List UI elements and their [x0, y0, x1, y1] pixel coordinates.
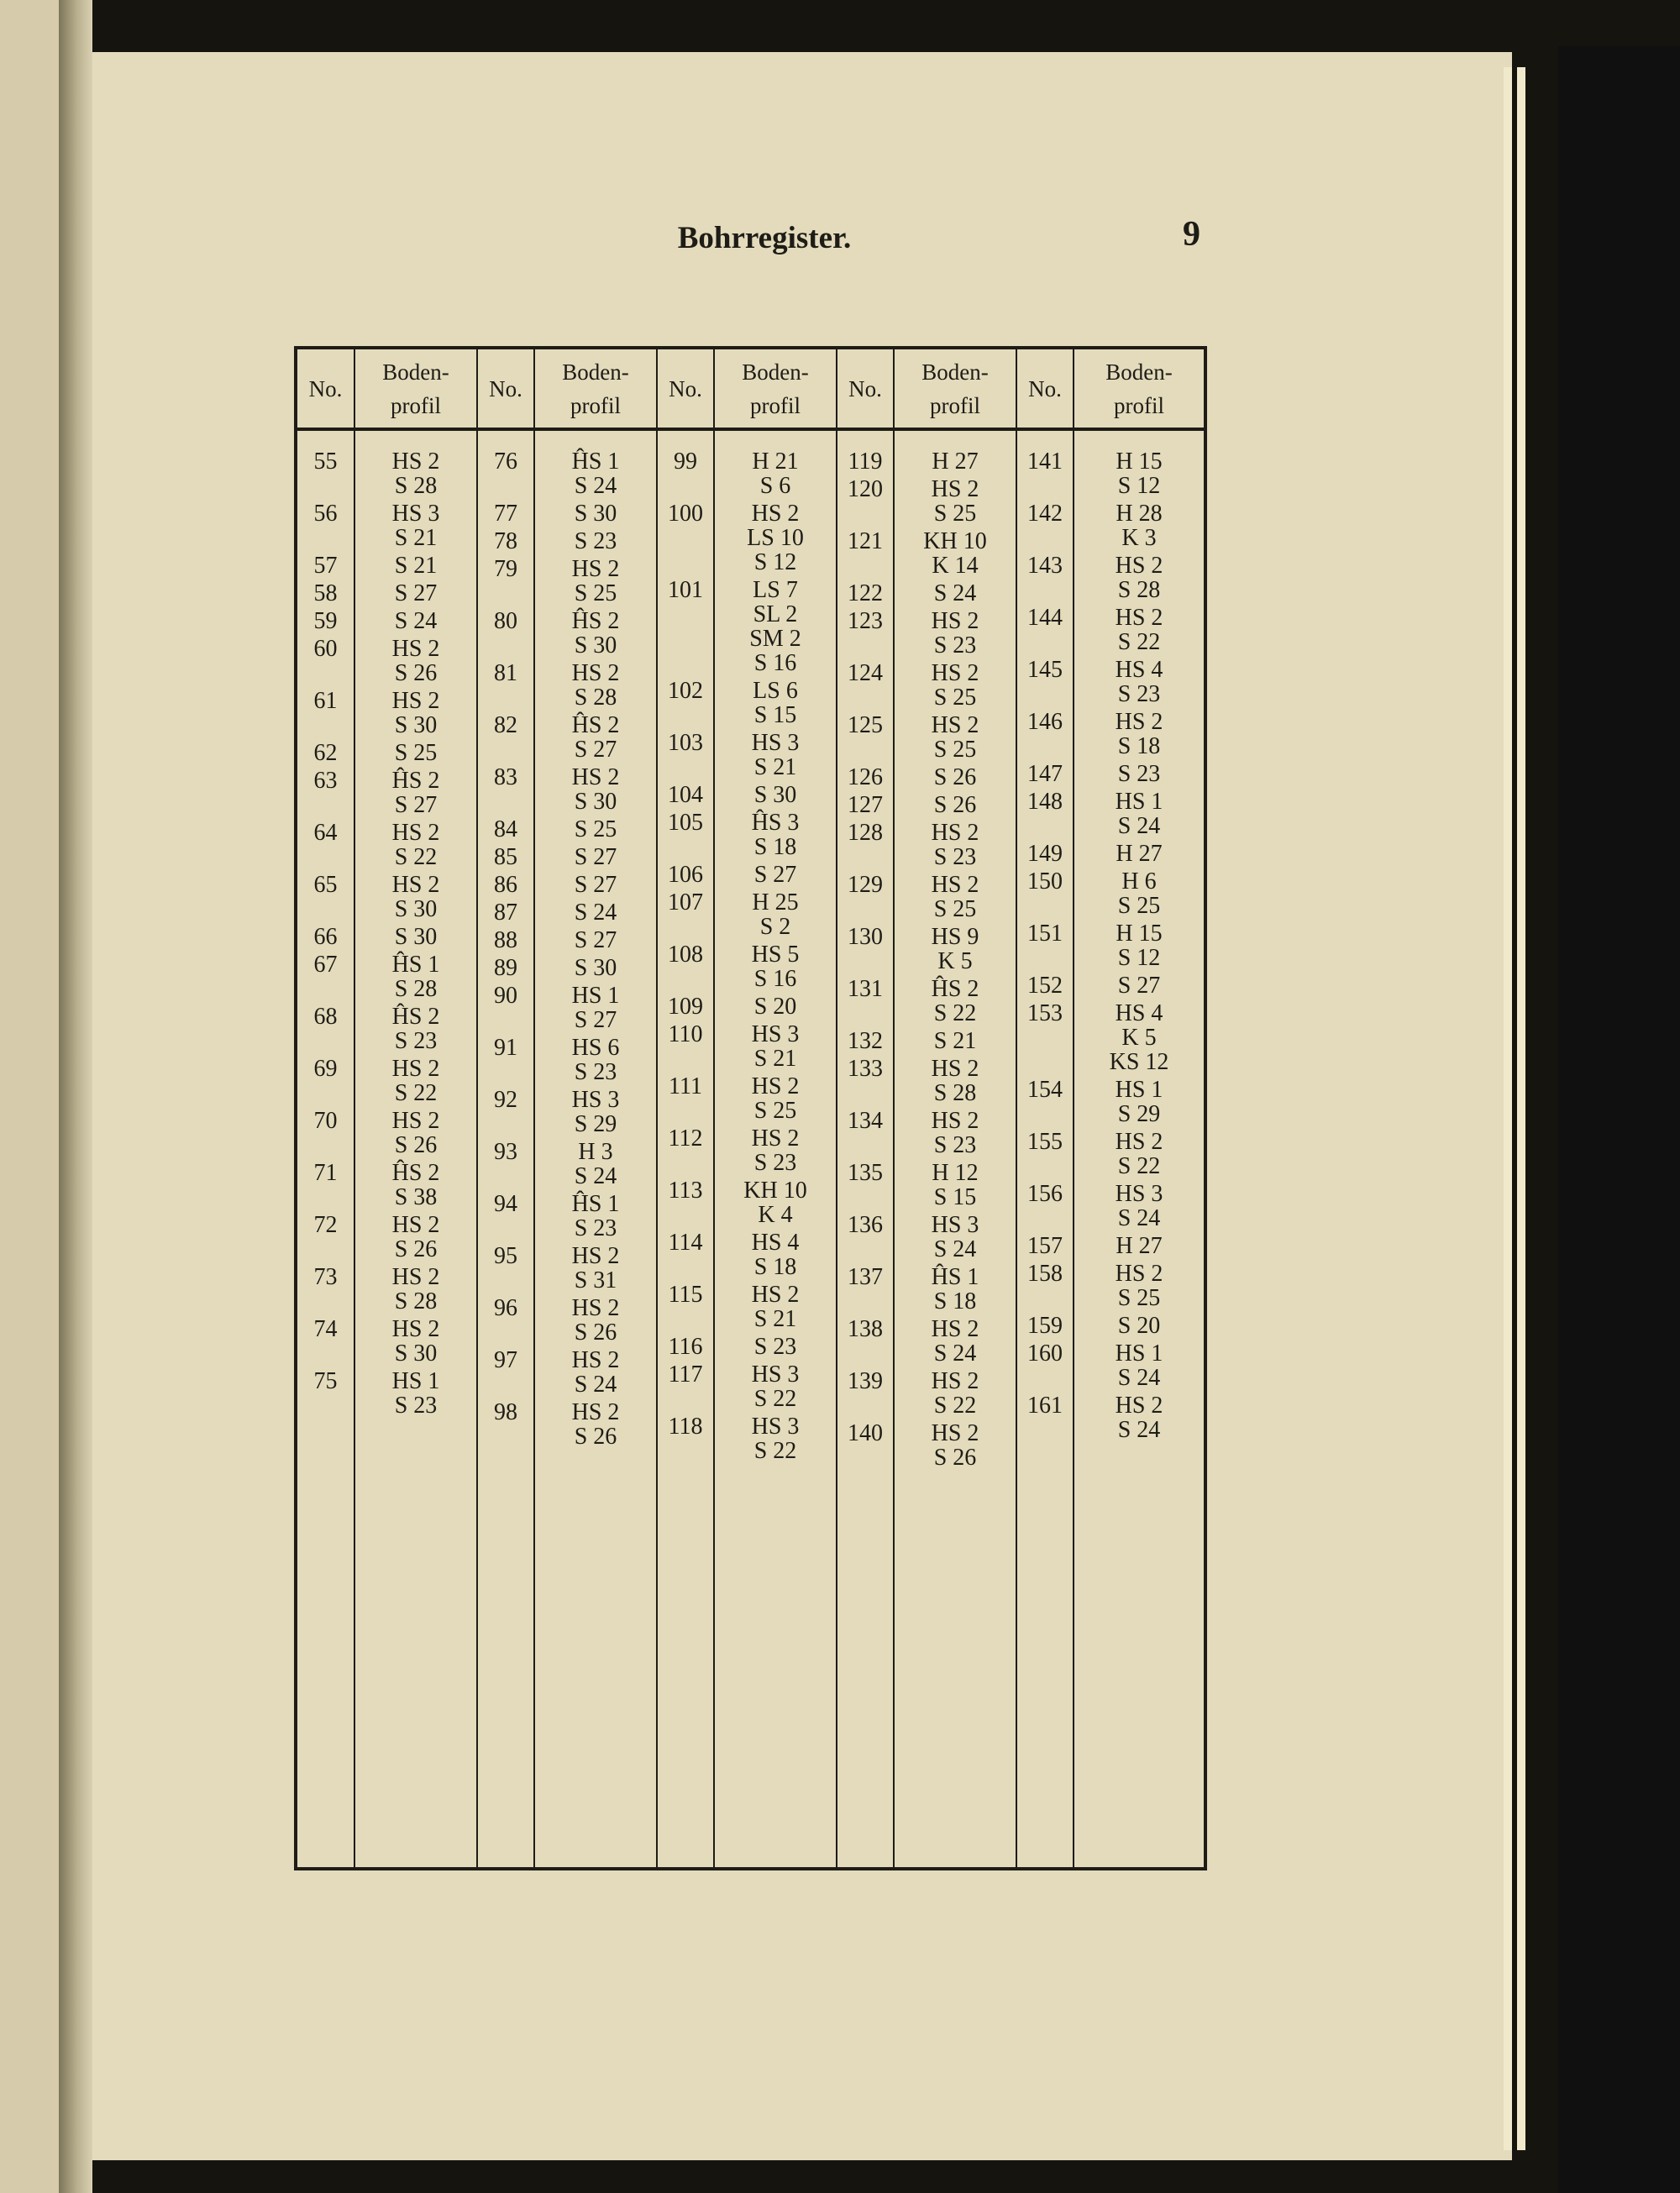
- header-profil: Boden- profil: [354, 348, 477, 429]
- soil-profile: HS 4 S 23: [1115, 657, 1163, 707]
- soil-profile: S 30: [753, 782, 797, 808]
- bore-number: 121: [848, 528, 883, 554]
- header-profil: Boden- profil: [1074, 348, 1205, 429]
- soil-profile: HS 1 S 24: [1115, 789, 1163, 839]
- soil-profile: HS 1 S 29: [1115, 1077, 1163, 1127]
- soil-profile: ĤS 1 S 28: [391, 952, 440, 1002]
- soil-profile: HS 2 S 25: [931, 476, 979, 527]
- soil-profile: HS 2 S 26: [391, 636, 440, 686]
- soil-profile: KH 10 K 14: [923, 528, 987, 579]
- soil-profile: S 24: [394, 608, 438, 634]
- soil-profile: HS 2 S 25: [931, 712, 979, 763]
- soil-profile: H 27: [1116, 841, 1163, 867]
- soil-profile: S 30: [394, 924, 438, 950]
- bore-number: 148: [1027, 789, 1063, 815]
- bore-number: 109: [668, 994, 703, 1020]
- soil-profile: H 25 S 2: [752, 889, 799, 940]
- bore-number: 157: [1027, 1233, 1063, 1259]
- soil-profile: S 24: [933, 580, 977, 606]
- soil-profile: ĤS 2 S 22: [931, 976, 979, 1026]
- soil-profile: S 27: [574, 844, 617, 870]
- soil-profile: ĤS 2 S 23: [391, 1004, 440, 1054]
- bore-number: 129: [848, 872, 883, 898]
- bore-number: 124: [848, 660, 883, 686]
- soil-profile: HS 2 S 26: [571, 1399, 620, 1450]
- bore-number: 105: [668, 810, 703, 836]
- soil-profile: HS 2 S 22: [931, 1368, 979, 1419]
- bore-number: 115: [668, 1282, 703, 1308]
- bore-number: 118: [668, 1414, 703, 1440]
- soil-profile: HS 3 S 21: [751, 730, 800, 780]
- page-number: 9: [1183, 215, 1200, 254]
- bore-number: 67: [313, 952, 338, 978]
- bore-number: 86: [494, 872, 517, 898]
- soil-profile: HS 3 S 21: [751, 1021, 800, 1072]
- bore-number: 113: [668, 1178, 703, 1204]
- soil-profile: HS 2 S 23: [931, 820, 979, 870]
- soil-profile: HS 2 S 30: [571, 764, 620, 815]
- soil-profile: HS 3 S 24: [1115, 1181, 1163, 1231]
- header-no: No.: [477, 348, 534, 429]
- bore-number: 110: [668, 1021, 703, 1047]
- bore-number: 123: [848, 608, 883, 634]
- soil-profile: HS 2 S 23: [751, 1125, 800, 1176]
- soil-profile: HS 2 S 25: [931, 872, 979, 922]
- soil-profile: HS 1 S 23: [391, 1368, 440, 1419]
- soil-profile: HS 2 S 22: [1115, 605, 1163, 655]
- no-column: [296, 429, 354, 1869]
- soil-profile: HS 9 K 5: [931, 924, 979, 974]
- soil-profile: S 27: [574, 927, 617, 953]
- bore-number: 119: [848, 449, 883, 475]
- soil-profile: HS 2 S 22: [391, 1056, 440, 1106]
- bore-number: 68: [313, 1004, 338, 1030]
- bore-number: 111: [669, 1073, 702, 1099]
- soil-profile: H 15 S 12: [1116, 921, 1163, 971]
- soil-profile: HS 1 S 27: [571, 983, 620, 1033]
- soil-profile: HS 3 S 21: [391, 501, 440, 551]
- bore-number: 55: [313, 449, 338, 475]
- bore-number: 151: [1027, 921, 1063, 947]
- soil-profile: HS 2 S 26: [571, 1295, 620, 1346]
- bore-number: 138: [848, 1316, 883, 1342]
- soil-profile: S 25: [394, 740, 438, 766]
- bore-number: 100: [668, 501, 703, 527]
- bore-number: 142: [1027, 501, 1063, 527]
- soil-profile: LS 6 S 15: [753, 678, 798, 728]
- soil-profile: HS 3 S 22: [751, 1361, 800, 1412]
- soil-profile: HS 2 S 24: [1115, 1393, 1163, 1443]
- soil-profile: ĤS 2 S 38: [391, 1160, 440, 1210]
- header-no: No.: [1016, 348, 1074, 429]
- soil-profile: HS 2 S 30: [391, 872, 440, 922]
- bore-number: 130: [848, 924, 883, 950]
- bore-number: 145: [1027, 657, 1063, 683]
- soil-profile: HS 3 S 29: [571, 1087, 620, 1137]
- soil-profile: S 27: [1117, 973, 1161, 999]
- bore-number: 122: [848, 580, 883, 606]
- bore-number: 135: [848, 1160, 883, 1186]
- soil-profile: HS 4 K 5 KS 12: [1109, 1000, 1169, 1075]
- soil-profile: H 12 S 15: [932, 1160, 979, 1210]
- bore-number: 63: [313, 768, 338, 794]
- soil-profile: HS 2 S 26: [391, 1108, 440, 1158]
- soil-profile: H 27: [1116, 1233, 1163, 1259]
- bore-number: 59: [313, 608, 338, 634]
- bore-number: 71: [313, 1160, 338, 1186]
- soil-profile: KH 10 K 4: [743, 1178, 807, 1228]
- bore-number: 137: [848, 1264, 883, 1290]
- bore-number: 114: [668, 1230, 703, 1256]
- bore-number: 112: [668, 1125, 703, 1152]
- soil-profile: S 23: [753, 1334, 797, 1360]
- bore-number: 57: [313, 553, 338, 579]
- soil-profile: S 27: [753, 862, 797, 888]
- soil-profile: S 30: [574, 501, 617, 527]
- soil-profile: HS 4 S 18: [751, 1230, 800, 1280]
- bore-number: 117: [668, 1361, 703, 1388]
- soil-profile: S 26: [933, 764, 977, 790]
- soil-profile: S 30: [574, 955, 617, 981]
- bore-number: 158: [1027, 1261, 1063, 1287]
- bore-number: 139: [848, 1368, 883, 1394]
- bore-number: 62: [313, 740, 338, 766]
- no-column: [837, 429, 894, 1869]
- bore-number: 87: [494, 900, 517, 926]
- soil-profile: S 21: [394, 553, 438, 579]
- soil-profile: S 21: [933, 1028, 977, 1054]
- bore-number: 132: [848, 1028, 883, 1054]
- bore-number: 58: [313, 580, 338, 606]
- soil-profile: HS 2 S 24: [931, 1316, 979, 1367]
- soil-profile: HS 2 S 25: [751, 1073, 800, 1124]
- bore-number: 146: [1027, 709, 1063, 735]
- bore-number: 134: [848, 1108, 883, 1134]
- bore-number: 81: [494, 660, 517, 686]
- bore-number: 103: [668, 730, 703, 756]
- soil-profile: S 27: [574, 872, 617, 898]
- bore-number: 99: [674, 449, 697, 475]
- soil-profile: ĤS 3 S 18: [751, 810, 800, 860]
- bore-number: 141: [1027, 449, 1063, 475]
- bore-number: 60: [313, 636, 338, 662]
- soil-profile: HS 2 S 30: [391, 688, 440, 738]
- bore-number: 64: [313, 820, 338, 846]
- page-edge: [1517, 67, 1525, 2150]
- soil-profile: HS 2 S 25: [1115, 1261, 1163, 1311]
- no-column: [657, 429, 714, 1869]
- header-profil: Boden- profil: [534, 348, 657, 429]
- bore-number: 128: [848, 820, 883, 846]
- bore-number: 102: [668, 678, 703, 704]
- soil-profile: ĤS 1 S 23: [571, 1191, 620, 1241]
- no-column: [477, 429, 534, 1869]
- bore-number: 85: [494, 844, 517, 870]
- soil-profile: HS 3 S 24: [931, 1212, 979, 1262]
- soil-profile: HS 2 S 26: [931, 1420, 979, 1471]
- soil-profile: ĤS 1 S 18: [931, 1264, 979, 1314]
- soil-profile: S 27: [394, 580, 438, 606]
- bore-number: 84: [494, 816, 517, 842]
- soil-profile: H 28 K 3: [1116, 501, 1163, 551]
- bore-number: 106: [668, 862, 703, 888]
- soil-profile: HS 2 S 23: [931, 608, 979, 658]
- soil-profile: HS 2 S 28: [391, 1264, 440, 1314]
- soil-profile: HS 2 S 22: [1115, 1129, 1163, 1179]
- bore-number: 156: [1027, 1181, 1063, 1207]
- bore-number: 75: [313, 1368, 338, 1394]
- soil-profile: H 3 S 24: [574, 1139, 617, 1189]
- running-title: Bohrregister.: [677, 221, 852, 255]
- soil-profile: HS 2 S 28: [571, 660, 620, 711]
- bore-number: 90: [494, 983, 517, 1009]
- soil-profile: HS 5 S 16: [751, 942, 800, 992]
- bore-number: 131: [848, 976, 883, 1002]
- bore-number: 72: [313, 1212, 338, 1238]
- bore-number: 79: [494, 556, 517, 582]
- soil-profile: HS 2 S 28: [1115, 553, 1163, 603]
- bore-number: 93: [494, 1139, 517, 1165]
- soil-profile: HS 2 S 28: [391, 449, 440, 499]
- soil-profile: S 20: [1117, 1313, 1161, 1339]
- header-no: No.: [837, 348, 894, 429]
- bore-number: 159: [1027, 1313, 1063, 1339]
- bore-number: 140: [848, 1420, 883, 1446]
- bore-number: 150: [1027, 868, 1063, 895]
- bore-number: 104: [668, 782, 703, 808]
- soil-profile: HS 2 S 31: [571, 1243, 620, 1293]
- bore-number: 83: [494, 764, 517, 790]
- bore-number: 108: [668, 942, 703, 968]
- bore-number: 94: [494, 1191, 517, 1217]
- bore-number: 97: [494, 1347, 517, 1373]
- profil-column: [894, 429, 1016, 1869]
- bore-number: 116: [668, 1334, 703, 1360]
- bore-number: 61: [313, 688, 338, 714]
- bore-number: 65: [313, 872, 338, 898]
- soil-profile: HS 6 S 23: [571, 1035, 620, 1085]
- bore-number: 149: [1027, 841, 1063, 867]
- soil-profile: HS 2 S 18: [1115, 709, 1163, 759]
- profil-column: [354, 429, 477, 1869]
- soil-profile: HS 2 LS 10 S 12: [747, 501, 804, 575]
- soil-profile: ĤS 1 S 24: [571, 449, 620, 499]
- bore-number: 107: [668, 889, 703, 915]
- bore-number: 82: [494, 712, 517, 738]
- bore-number: 73: [313, 1264, 338, 1290]
- bore-number: 96: [494, 1295, 517, 1321]
- bore-number: 69: [313, 1056, 338, 1082]
- soil-profile: ĤS 2 S 30: [571, 608, 620, 658]
- soil-profile: HS 2 S 24: [571, 1347, 620, 1398]
- bore-number: 153: [1027, 1000, 1063, 1026]
- bohrregister-table: [294, 346, 1207, 1870]
- bore-number: 120: [848, 476, 883, 502]
- book-gutter: [59, 0, 92, 2193]
- bore-number: 160: [1027, 1340, 1063, 1367]
- soil-profile: HS 2 S 23: [931, 1108, 979, 1158]
- soil-profile: H 6 S 25: [1117, 868, 1161, 919]
- bore-number: 155: [1027, 1129, 1063, 1155]
- soil-profile: S 23: [1117, 761, 1161, 787]
- profil-column: [714, 429, 837, 1869]
- soil-profile: H 27: [932, 449, 979, 475]
- bore-number: 133: [848, 1056, 883, 1082]
- bore-number: 77: [494, 501, 517, 527]
- bore-number: 95: [494, 1243, 517, 1269]
- bore-number: 98: [494, 1399, 517, 1425]
- header-no: No.: [296, 348, 354, 429]
- bore-number: 66: [313, 924, 338, 950]
- soil-profile: LS 7 SL 2 SM 2 S 16: [749, 577, 801, 676]
- soil-profile: HS 2 S 22: [391, 820, 440, 870]
- bore-number: 136: [848, 1212, 883, 1238]
- bore-number: 101: [668, 577, 703, 603]
- bore-number: 161: [1027, 1393, 1063, 1419]
- facing-page: [0, 0, 59, 2193]
- bore-number: 144: [1027, 605, 1063, 631]
- bore-number: 143: [1027, 553, 1063, 579]
- header-profil: Boden- profil: [894, 348, 1016, 429]
- bore-number: 78: [494, 528, 517, 554]
- soil-profile: HS 2 S 26: [391, 1212, 440, 1262]
- soil-profile: S 26: [933, 792, 977, 818]
- header-profil: Boden- profil: [714, 348, 837, 429]
- soil-profile: HS 1 S 24: [1115, 1340, 1163, 1391]
- profil-column: [534, 429, 657, 1869]
- bore-number: 70: [313, 1108, 338, 1134]
- bore-number: 154: [1027, 1077, 1063, 1103]
- no-column: [1016, 429, 1074, 1869]
- bore-number: 91: [494, 1035, 517, 1061]
- bore-number: 147: [1027, 761, 1063, 787]
- soil-profile: ĤS 2 S 27: [571, 712, 620, 763]
- bore-number: 125: [848, 712, 883, 738]
- bore-number: 56: [313, 501, 338, 527]
- soil-profile: S 23: [574, 528, 617, 554]
- soil-profile: HS 2 S 25: [931, 660, 979, 711]
- bore-number: 74: [313, 1316, 338, 1342]
- soil-profile: HS 3 S 22: [751, 1414, 800, 1464]
- profil-column: [1074, 429, 1205, 1869]
- soil-profile: ĤS 2 S 27: [391, 768, 440, 818]
- soil-profile: HS 2 S 30: [391, 1316, 440, 1367]
- page-edge: [1504, 67, 1512, 2150]
- bore-number: 88: [494, 927, 517, 953]
- soil-profile: HS 2 S 28: [931, 1056, 979, 1106]
- bore-number: 92: [494, 1087, 517, 1113]
- bore-number: 126: [848, 764, 883, 790]
- soil-profile: H 21 S 6: [752, 449, 799, 499]
- soil-profile: S 20: [753, 994, 797, 1020]
- soil-profile: S 24: [574, 900, 617, 926]
- bore-number: 80: [494, 608, 517, 634]
- soil-profile: S 25: [574, 816, 617, 842]
- header-no: No.: [657, 348, 714, 429]
- bore-number: 152: [1027, 973, 1063, 999]
- soil-profile: HS 2 S 21: [751, 1282, 800, 1332]
- soil-profile: H 15 S 12: [1116, 449, 1163, 499]
- book-cover: [1558, 46, 1680, 2193]
- bore-number: 127: [848, 792, 883, 818]
- bore-number: 76: [494, 449, 517, 475]
- soil-profile: HS 2 S 25: [571, 556, 620, 606]
- bore-number: 89: [494, 955, 517, 981]
